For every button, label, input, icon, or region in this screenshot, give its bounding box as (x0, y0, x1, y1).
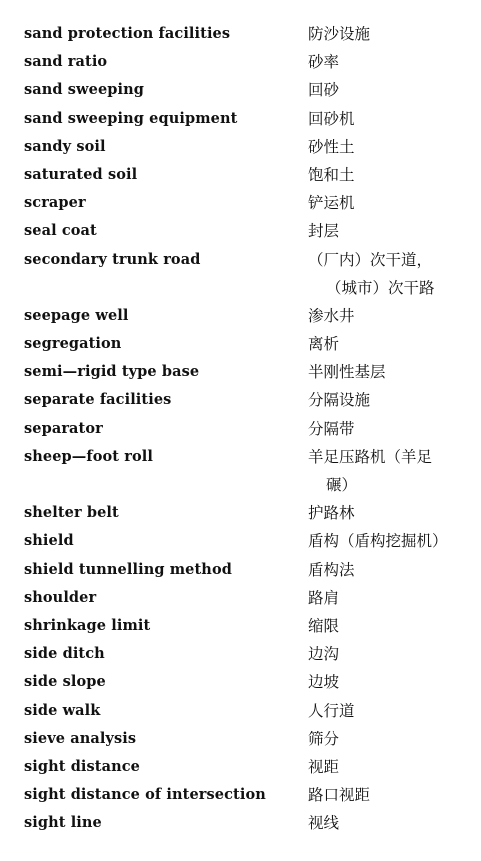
translation-line: 路肩 (308, 588, 340, 607)
translation-line: 边坡 (308, 673, 340, 692)
english-term: sand sweeping (24, 81, 145, 99)
glossary-entry (0, 725, 481, 753)
chinese-translation (308, 556, 476, 584)
chinese-translation (308, 133, 476, 161)
glossary-list (0, 20, 481, 837)
glossary-entry (0, 20, 481, 48)
translation-line: 分隔带 (308, 419, 355, 438)
chinese-translation (308, 20, 476, 48)
glossary-entry (0, 330, 481, 358)
glossary-entry (0, 753, 481, 781)
glossary-entry (0, 668, 481, 696)
translation-line: （厂内）次干道， (308, 250, 433, 269)
chinese-translation (308, 725, 476, 753)
glossary-entry (0, 246, 481, 302)
chinese-translation (308, 443, 476, 499)
glossary-entry (0, 189, 481, 217)
chinese-translation (308, 330, 476, 358)
glossary-entry (0, 161, 481, 189)
glossary-entry (0, 358, 481, 386)
glossary-entry (0, 612, 481, 640)
chinese-translation (308, 302, 476, 330)
english-term: segregation (24, 335, 122, 353)
translation-line: 回砂机 (308, 109, 355, 128)
chinese-translation (308, 48, 476, 76)
translation-line: 护路林 (308, 504, 355, 523)
translation-line: 砂率 (308, 53, 340, 72)
english-term: shrinkage limit (24, 616, 151, 634)
glossary-entry (0, 527, 481, 555)
translation-line: 人行道 (308, 701, 355, 720)
translation-line: 防沙设施 (308, 25, 371, 43)
glossary-entry (0, 499, 481, 527)
translation-line: 盾构法 (308, 560, 355, 579)
chinese-translation (308, 668, 476, 696)
english-term: saturated soil (24, 165, 138, 183)
translation-line: 视线 (308, 814, 340, 833)
english-term: shield tunnelling method (24, 560, 232, 578)
english-term: sheep—foot roll (24, 447, 153, 465)
english-term: side ditch (24, 645, 105, 663)
english-term: seal coat (24, 222, 97, 240)
chinese-translation (308, 415, 476, 443)
chinese-translation (308, 584, 476, 612)
glossary-entry (0, 105, 481, 133)
translation-line: （城市）次干路 (326, 278, 435, 297)
chinese-translation (308, 640, 476, 668)
translation-line: 砂性土 (308, 137, 355, 156)
english-term: side walk (24, 701, 101, 719)
glossary-entry (0, 415, 481, 443)
chinese-translation (308, 527, 476, 555)
translation-line: 羊足压路机（羊足 (308, 447, 433, 466)
english-term: sand sweeping equipment (24, 109, 238, 127)
glossary-entry (0, 48, 481, 76)
chinese-translation (308, 76, 476, 104)
glossary-entry (0, 781, 481, 809)
chinese-translation (308, 161, 476, 189)
english-term: separator (24, 419, 103, 437)
chinese-translation (308, 499, 476, 527)
chinese-translation (308, 781, 476, 809)
chinese-translation (308, 809, 476, 837)
english-term: sight distance (24, 757, 140, 775)
glossary-entry (0, 386, 481, 414)
translation-line: 回砂 (308, 81, 340, 100)
translation-line: 铲运机 (308, 194, 355, 213)
english-term: side slope (24, 673, 106, 691)
glossary-entry (0, 217, 481, 245)
translation-line: 边沟 (308, 645, 340, 664)
translation-line: 缩限 (308, 616, 340, 635)
chinese-translation (308, 358, 476, 386)
glossary-entry (0, 556, 481, 584)
translation-line: 封层 (308, 222, 340, 241)
glossary-entry (0, 697, 481, 725)
english-term: sand protection facilities (24, 25, 231, 42)
glossary-entry (0, 302, 481, 330)
chinese-translation (308, 386, 476, 414)
english-term: shoulder (24, 588, 97, 606)
translation-line: 分隔设施 (308, 391, 371, 410)
chinese-translation (308, 246, 476, 302)
chinese-translation (308, 697, 476, 725)
english-term: sight line (24, 814, 102, 832)
glossary-entry (0, 443, 481, 499)
translation-line: 饱和土 (308, 165, 355, 184)
glossary-entry (0, 584, 481, 612)
english-term: seepage well (24, 306, 129, 324)
translation-line: 离析 (308, 335, 340, 354)
english-term: secondary trunk road (24, 250, 201, 268)
translation-line: 碾） (326, 476, 358, 495)
english-term: semi—rigid type base (24, 363, 200, 381)
translation-line: 路口视距 (308, 786, 371, 805)
english-term: scraper (24, 194, 86, 212)
english-term: shield (24, 532, 74, 550)
translation-line: 视距 (308, 757, 340, 776)
english-term: separate facilities (24, 391, 172, 409)
english-term: sandy soil (24, 137, 106, 155)
chinese-translation (308, 217, 476, 245)
chinese-translation (308, 105, 476, 133)
translation-line: 渗水井 (308, 306, 355, 325)
english-term: sight distance of intersection (24, 786, 266, 804)
english-term: shelter belt (24, 504, 119, 522)
english-term: sieve analysis (24, 729, 137, 747)
translation-line: 筛分 (308, 729, 340, 748)
glossary-entry (0, 809, 481, 837)
chinese-translation (308, 612, 476, 640)
glossary-entry (0, 640, 481, 668)
english-term: sand ratio (24, 53, 108, 71)
translation-line: 盾构（盾构挖掘机） (308, 532, 448, 551)
chinese-translation (308, 189, 476, 217)
translation-line: 半刚性基层 (308, 363, 386, 382)
glossary-entry (0, 133, 481, 161)
glossary-entry (0, 76, 481, 104)
chinese-translation (308, 753, 476, 781)
